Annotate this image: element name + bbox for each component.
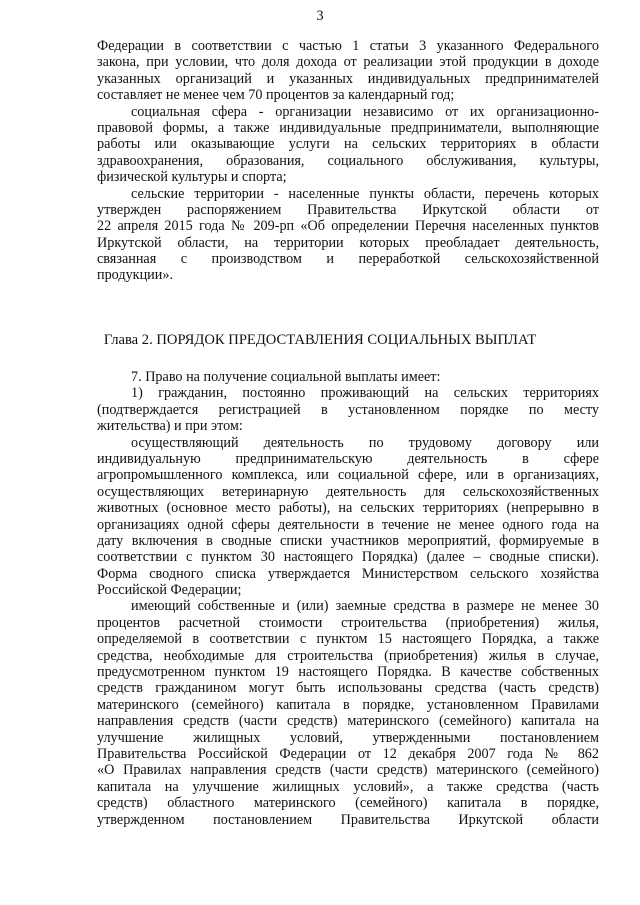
text-line: «О Правилах направления средств (части средств) материнского (семейного) <box>97 762 599 779</box>
text-line: Форма сводного списка утверждается Министерством сельского хозяйства <box>97 565 599 582</box>
text-line: работы или оказывающие услуги на сельских территориях в области <box>97 136 599 153</box>
text-line: утвержден распоряжением Правительства Иркутской области от <box>97 201 599 218</box>
text-line: средств гражданином могут быть использованы средства (часть средств) <box>97 680 599 697</box>
text-line: правовой формы, а также индивидуальные предприниматели, выполняющие <box>97 119 599 136</box>
text-line: 22 апреля 2015 года № 209-рп «Об определении Перечня населенных пунктов <box>97 218 599 235</box>
text-line: Правительства Российской Федерации от 12 декабря 2007 года № 862 <box>97 745 599 762</box>
text-line: агропромышленного комплекса, или социальной сфере, или в организациях, <box>97 467 599 484</box>
text-line: осуществляющий деятельность по трудовому договору или <box>131 434 599 451</box>
text-line: индивидуальную предпринимательскую деятельность в сфере <box>97 450 599 467</box>
text-line: 7. Право на получение социальной выплаты имеет: <box>131 369 441 385</box>
text-line: продукции». <box>97 267 173 284</box>
text-line: материнского (семейного) капитала в порядке, установленном Правилами <box>97 696 599 713</box>
text-line: осуществляющих ветеринарную деятельность для сельскохозяйственных <box>97 483 599 500</box>
text-block-procedure <box>97 369 599 828</box>
text-line: дату включения в сводные списки участников мероприятий, формируемые в <box>97 532 599 549</box>
text-line: сельские территории - населенные пункты области, перечень которых <box>131 185 599 202</box>
text-line: социальная сфера - организации независимо от их организационно- <box>131 103 599 120</box>
text-line: физической культуры и спорта; <box>97 169 287 186</box>
text-line: связанная с производством и переработкой сельскохозяйственной <box>97 251 599 268</box>
text-line: средств) областного материнского (семейного) капитала в порядке, <box>97 795 599 812</box>
text-line: Иркутской области, на территории которых преобладает деятельность, <box>97 234 599 251</box>
text-line: жительства) и при этом: <box>97 418 243 435</box>
text-line: 1) гражданин, постоянно проживающий на сельских территориях <box>131 385 599 402</box>
text-line: Федерации в соответствии с частью 1 статьи 3 указанного Федерального <box>97 38 599 54</box>
text-line: направления средств (части средств) материнского (семейного) капитала на <box>97 713 599 730</box>
text-line: здравоохранения, образования, социального обслуживания, культуры, <box>97 152 599 169</box>
text-line: указанных организаций и указанных индивидуальных предпринимателей <box>97 70 599 87</box>
text-line: средства, необходимые для строительства (приобретения) жилья в случае, <box>97 647 599 664</box>
text-line: процентов расчетной стоимости строительства (приобретения) жилья, <box>97 614 599 631</box>
text-line: закона, при условии, что доля дохода от реализации этой продукции в доходе <box>97 54 599 71</box>
page-number: 3 <box>316 8 324 24</box>
text-line: имеющий собственные и (или) заемные средства в размере не менее 30 <box>131 598 599 615</box>
text-line: организациях одной сферы деятельности в течение не менее одного года на <box>97 516 599 533</box>
chapter-heading: Глава 2. ПОРЯДОК ПРЕДОСТАВЛЕНИЯ СОЦИАЛЬНЫХ ВЫПЛАТ <box>103 332 537 348</box>
text-line: капитала на улучшение жилищных условий», а также средства (часть <box>97 778 599 795</box>
text-line: утвержденном постановлением Правительства Иркутской области <box>97 811 599 828</box>
text-line: определяемой в соответствии с пунктом 15 настоящего Порядка, а также <box>97 631 599 648</box>
text-block-definitions <box>97 38 599 284</box>
text-line: предусмотренном пунктом 19 настоящего Порядка. В качестве собственных <box>97 664 599 681</box>
text-line: составляет не менее чем 70 процентов за календарный год; <box>97 87 455 104</box>
text-line: животных (основное место работы), на сельских территориях (непрерывно в <box>97 500 599 517</box>
text-line: Российской Федерации; <box>97 582 242 599</box>
text-line: соответствии с пунктом 30 настоящего Порядка) (далее – сводные списки). <box>97 549 599 566</box>
text-line: улучшение жилищных условий, утвержденными постановлением <box>97 729 599 746</box>
text-line: (подтверждается регистрацией в установленном порядке по месту <box>97 401 599 418</box>
